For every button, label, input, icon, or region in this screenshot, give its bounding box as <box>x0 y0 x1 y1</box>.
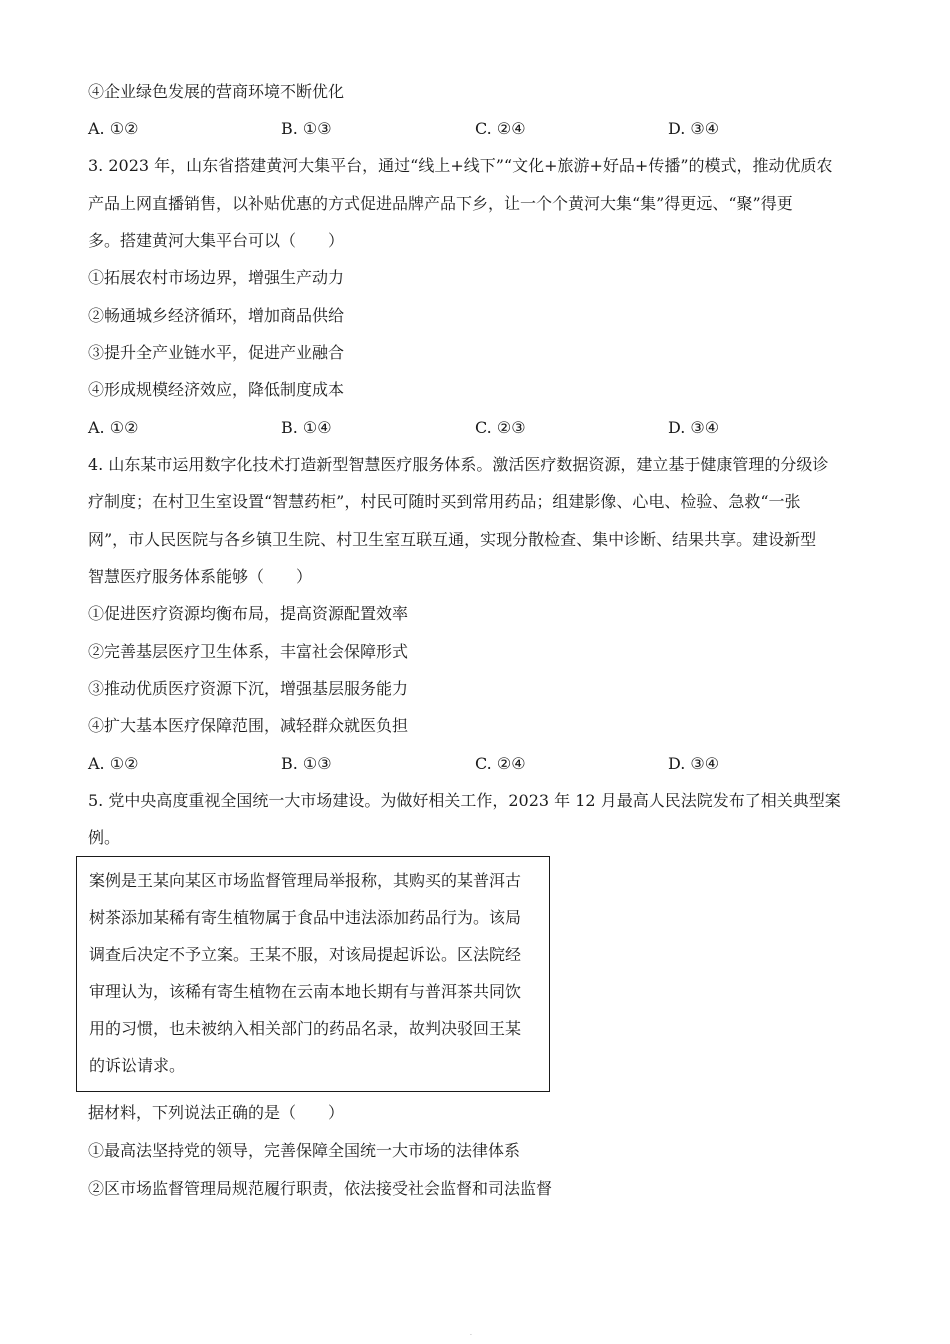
q4-item-2: ②完善基层医疗卫生体系，丰富社会保障形式 <box>88 642 409 661</box>
option-b[interactable]: B. ①③ <box>281 119 332 138</box>
option-c[interactable]: C. ②③ <box>475 418 526 437</box>
q3-stem-line: 产品上网直播销售，以补贴优惠的方式促进品牌产品下乡，让一个个黄河大集“集”得更远、“聚”得更 <box>88 194 793 213</box>
case-line: 案例是王某向某区市场监督管理局举报称，其购买的某普洱古 <box>89 871 522 890</box>
q5-item-1: ①最高法坚持党的领导，完善保障全国统一大市场的法律体系 <box>88 1141 521 1160</box>
prev-options <box>88 119 808 139</box>
q4-stem-line: 4. 山东某市运用数字化技术打造新型智慧医疗服务体系。激活医疗数据资源，建立基于健康管理的分级诊 <box>88 455 829 474</box>
q4-stem-line: 智慧医疗服务体系能够（ ） <box>88 567 313 586</box>
q3-stem-line: 多。搭建黄河大集平台可以（ ） <box>88 231 345 250</box>
q3-stem-line: 3. 2023 年，山东省搭建黄河大集平台，通过“线上+线下”“文化+旅游+好品+传播”的模式，推动优质农 <box>88 156 833 175</box>
case-material-box <box>76 856 550 1092</box>
option-c[interactable]: C. ②④ <box>475 754 526 773</box>
q3-item-4: ④形成规模经济效应，降低制度成本 <box>88 380 345 399</box>
q5-prompt: 据材料，下列说法正确的是（ ） <box>88 1103 345 1122</box>
q5-stem-line: 例。 <box>88 828 121 847</box>
option-a[interactable]: A. ①② <box>88 418 139 437</box>
q3-item-1: ①拓展农村市场边界，增强生产动力 <box>88 268 345 287</box>
option-a[interactable]: A. ①② <box>88 119 139 138</box>
q3-options <box>88 418 808 438</box>
option-b[interactable]: B. ①④ <box>281 418 332 437</box>
option-a[interactable]: A. ①② <box>88 754 139 773</box>
option-b[interactable]: B. ①③ <box>281 754 332 773</box>
case-line: 的诉讼请求。 <box>89 1056 186 1075</box>
prev-item-4: ④企业绿色发展的营商环境不断优化 <box>88 82 345 101</box>
q4-item-4: ④扩大基本医疗保障范围，减轻群众就医负担 <box>88 716 409 735</box>
footer-mark: . <box>470 1330 472 1337</box>
case-line: 调查后决定不予立案。王某不服，对该局提起诉讼。区法院经 <box>89 945 522 964</box>
q4-options <box>88 754 808 774</box>
q3-item-3: ③提升全产业链水平，促进产业融合 <box>88 343 345 362</box>
option-d[interactable]: D. ③④ <box>668 754 720 773</box>
option-d[interactable]: D. ③④ <box>668 418 720 437</box>
option-d[interactable]: D. ③④ <box>668 119 720 138</box>
q3-item-2: ②畅通城乡经济循环，增加商品供给 <box>88 306 345 325</box>
case-line: 审理认为，该稀有寄生植物在云南本地长期有与普洱茶共同饮 <box>89 982 522 1001</box>
q4-stem-line: 网”，市人民医院与各乡镇卫生院、村卫生室互联互通，实现分散检查、集中诊断、结果共享。建设新型 <box>88 530 817 549</box>
q5-stem-line: 5. 党中央高度重视全国统一大市场建设。为做好相关工作，2023 年 12 月最高人民法院发布了相关典型案 <box>88 791 841 810</box>
option-c[interactable]: C. ②④ <box>475 119 526 138</box>
case-line: 树茶添加某稀有寄生植物属于食品中违法添加药品行为。该局 <box>89 908 522 927</box>
q4-item-1: ①促进医疗资源均衡布局，提高资源配置效率 <box>88 604 409 623</box>
case-line: 用的习惯，也未被纳入相关部门的药品名录，故判决驳回王某 <box>89 1019 522 1038</box>
q5-item-2: ②区市场监督管理局规范履行职责，依法接受社会监督和司法监督 <box>88 1179 553 1198</box>
q4-item-3: ③推动优质医疗资源下沉，增强基层服务能力 <box>88 679 409 698</box>
q4-stem-line: 疗制度；在村卫生室设置“智慧药柜”，村民可随时买到常用药品；组建影像、心电、检验、急救“一张 <box>88 492 801 511</box>
